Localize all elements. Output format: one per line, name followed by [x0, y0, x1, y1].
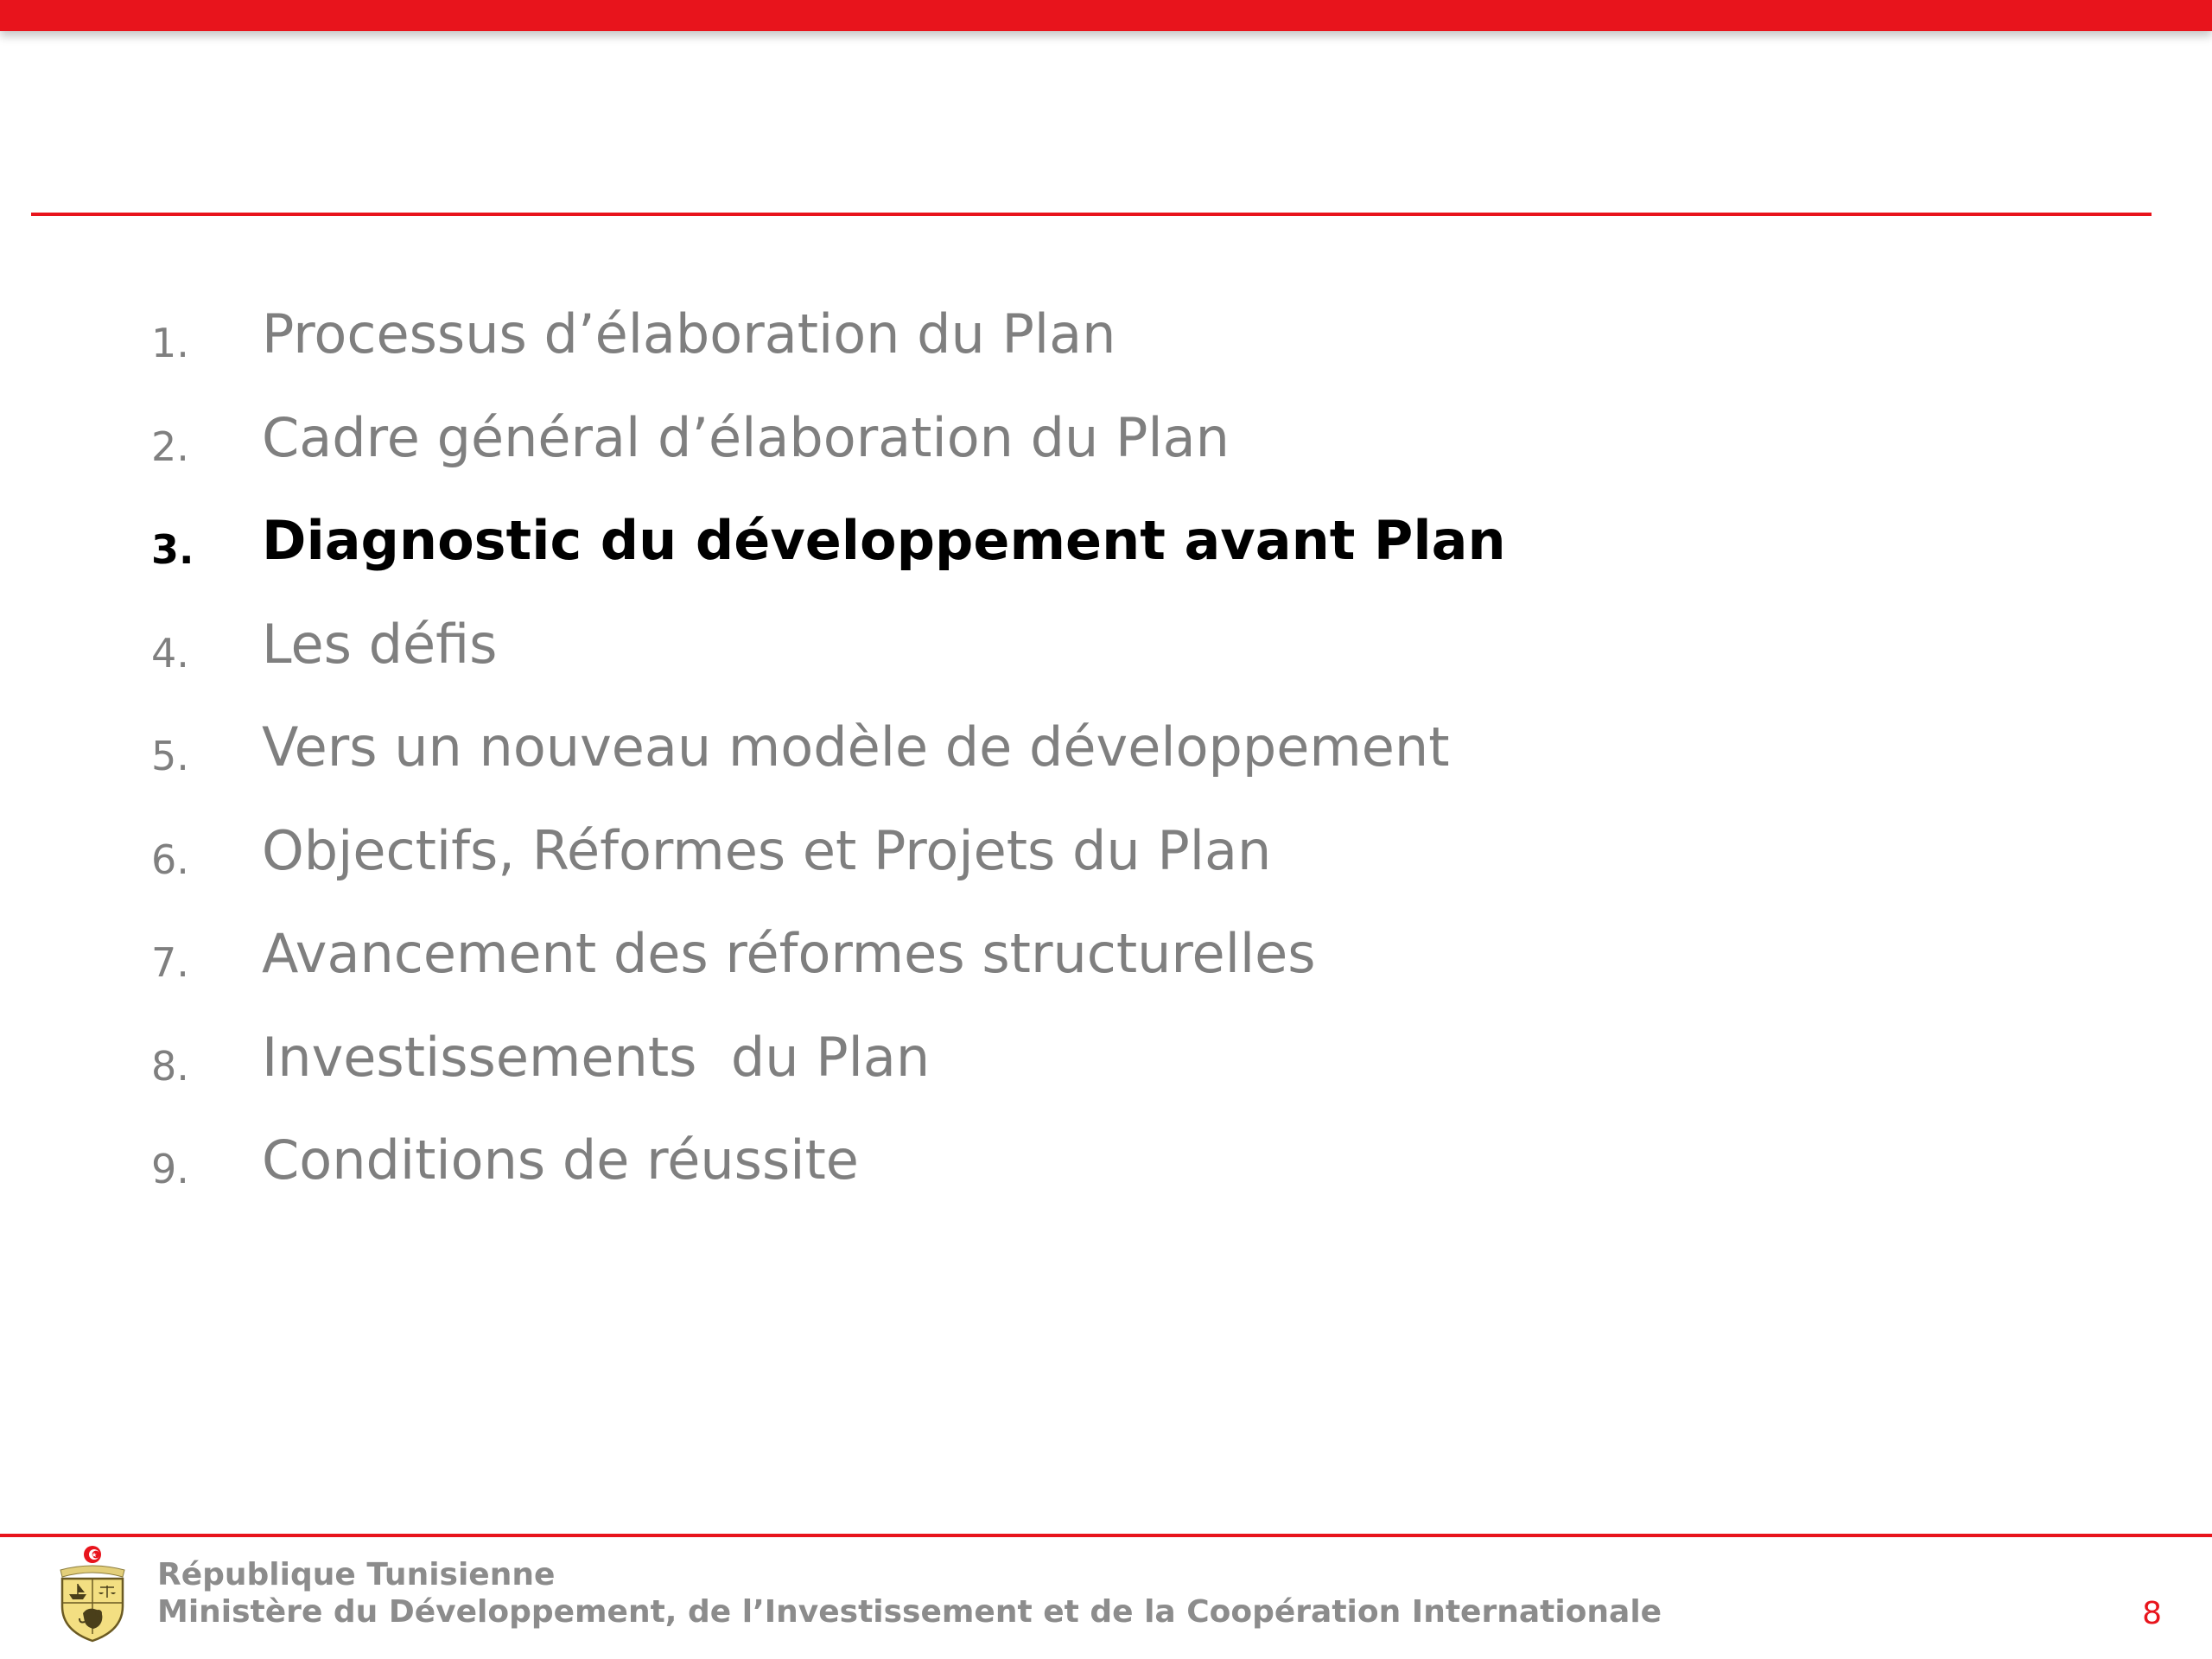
agenda-item-label: Investissements du Plan — [262, 1025, 931, 1089]
agenda-item-label: Cadre général d’élaboration du Plan — [262, 405, 1230, 469]
agenda-item-4 — [0, 604, 2212, 708]
agenda-item-label: Avancement des réformes structurelles — [262, 922, 1316, 985]
agenda-item-9 — [0, 1120, 2212, 1224]
agenda-item-label: Processus d’élaboration du Plan — [262, 302, 1116, 365]
title-rule — [31, 213, 2152, 216]
agenda-item-7 — [0, 913, 2212, 1017]
agenda-item-label: Les défis — [262, 612, 498, 676]
agenda-item-label: Conditions de réussite — [262, 1128, 859, 1192]
agenda-item-number: 6. — [151, 836, 189, 883]
agenda-item-number: 1. — [151, 320, 189, 366]
agenda-item-8 — [0, 1017, 2212, 1121]
agenda-item-number: 4. — [151, 629, 189, 677]
agenda-item-number: 8. — [151, 1042, 189, 1090]
agenda-item-number: 7. — [151, 939, 189, 986]
agenda-item-number: 9. — [151, 1146, 189, 1192]
footer-rule — [0, 1534, 2212, 1537]
agenda-item-number: 5. — [151, 733, 189, 779]
page-number: 8 — [2142, 1596, 2162, 1631]
agenda-list — [0, 294, 2212, 1224]
agenda-item-5 — [0, 707, 2212, 810]
agenda-item-2 — [0, 397, 2212, 501]
top-red-band — [0, 0, 2212, 31]
agenda-item-number: 2. — [151, 423, 189, 470]
tunisia-coat-of-arms-icon — [54, 1544, 131, 1644]
agenda-item-label: Vers un nouveau modèle de développement — [262, 715, 1450, 779]
footer-ministry: Ministère du Développement, de l’Investissement et de la Coopération Internationale — [157, 1594, 1662, 1630]
agenda-item-6 — [0, 810, 2212, 914]
agenda-item-1 — [0, 294, 2212, 397]
footer-country: République Tunisienne — [157, 1557, 556, 1592]
agenda-item-label: Objectifs, Réformes et Projets du Plan — [262, 818, 1272, 882]
agenda-item-label: Diagnostic du développement avant Plan — [262, 509, 1506, 572]
agenda-item-3-current — [0, 500, 2212, 604]
agenda-item-number: 3. — [151, 526, 194, 573]
